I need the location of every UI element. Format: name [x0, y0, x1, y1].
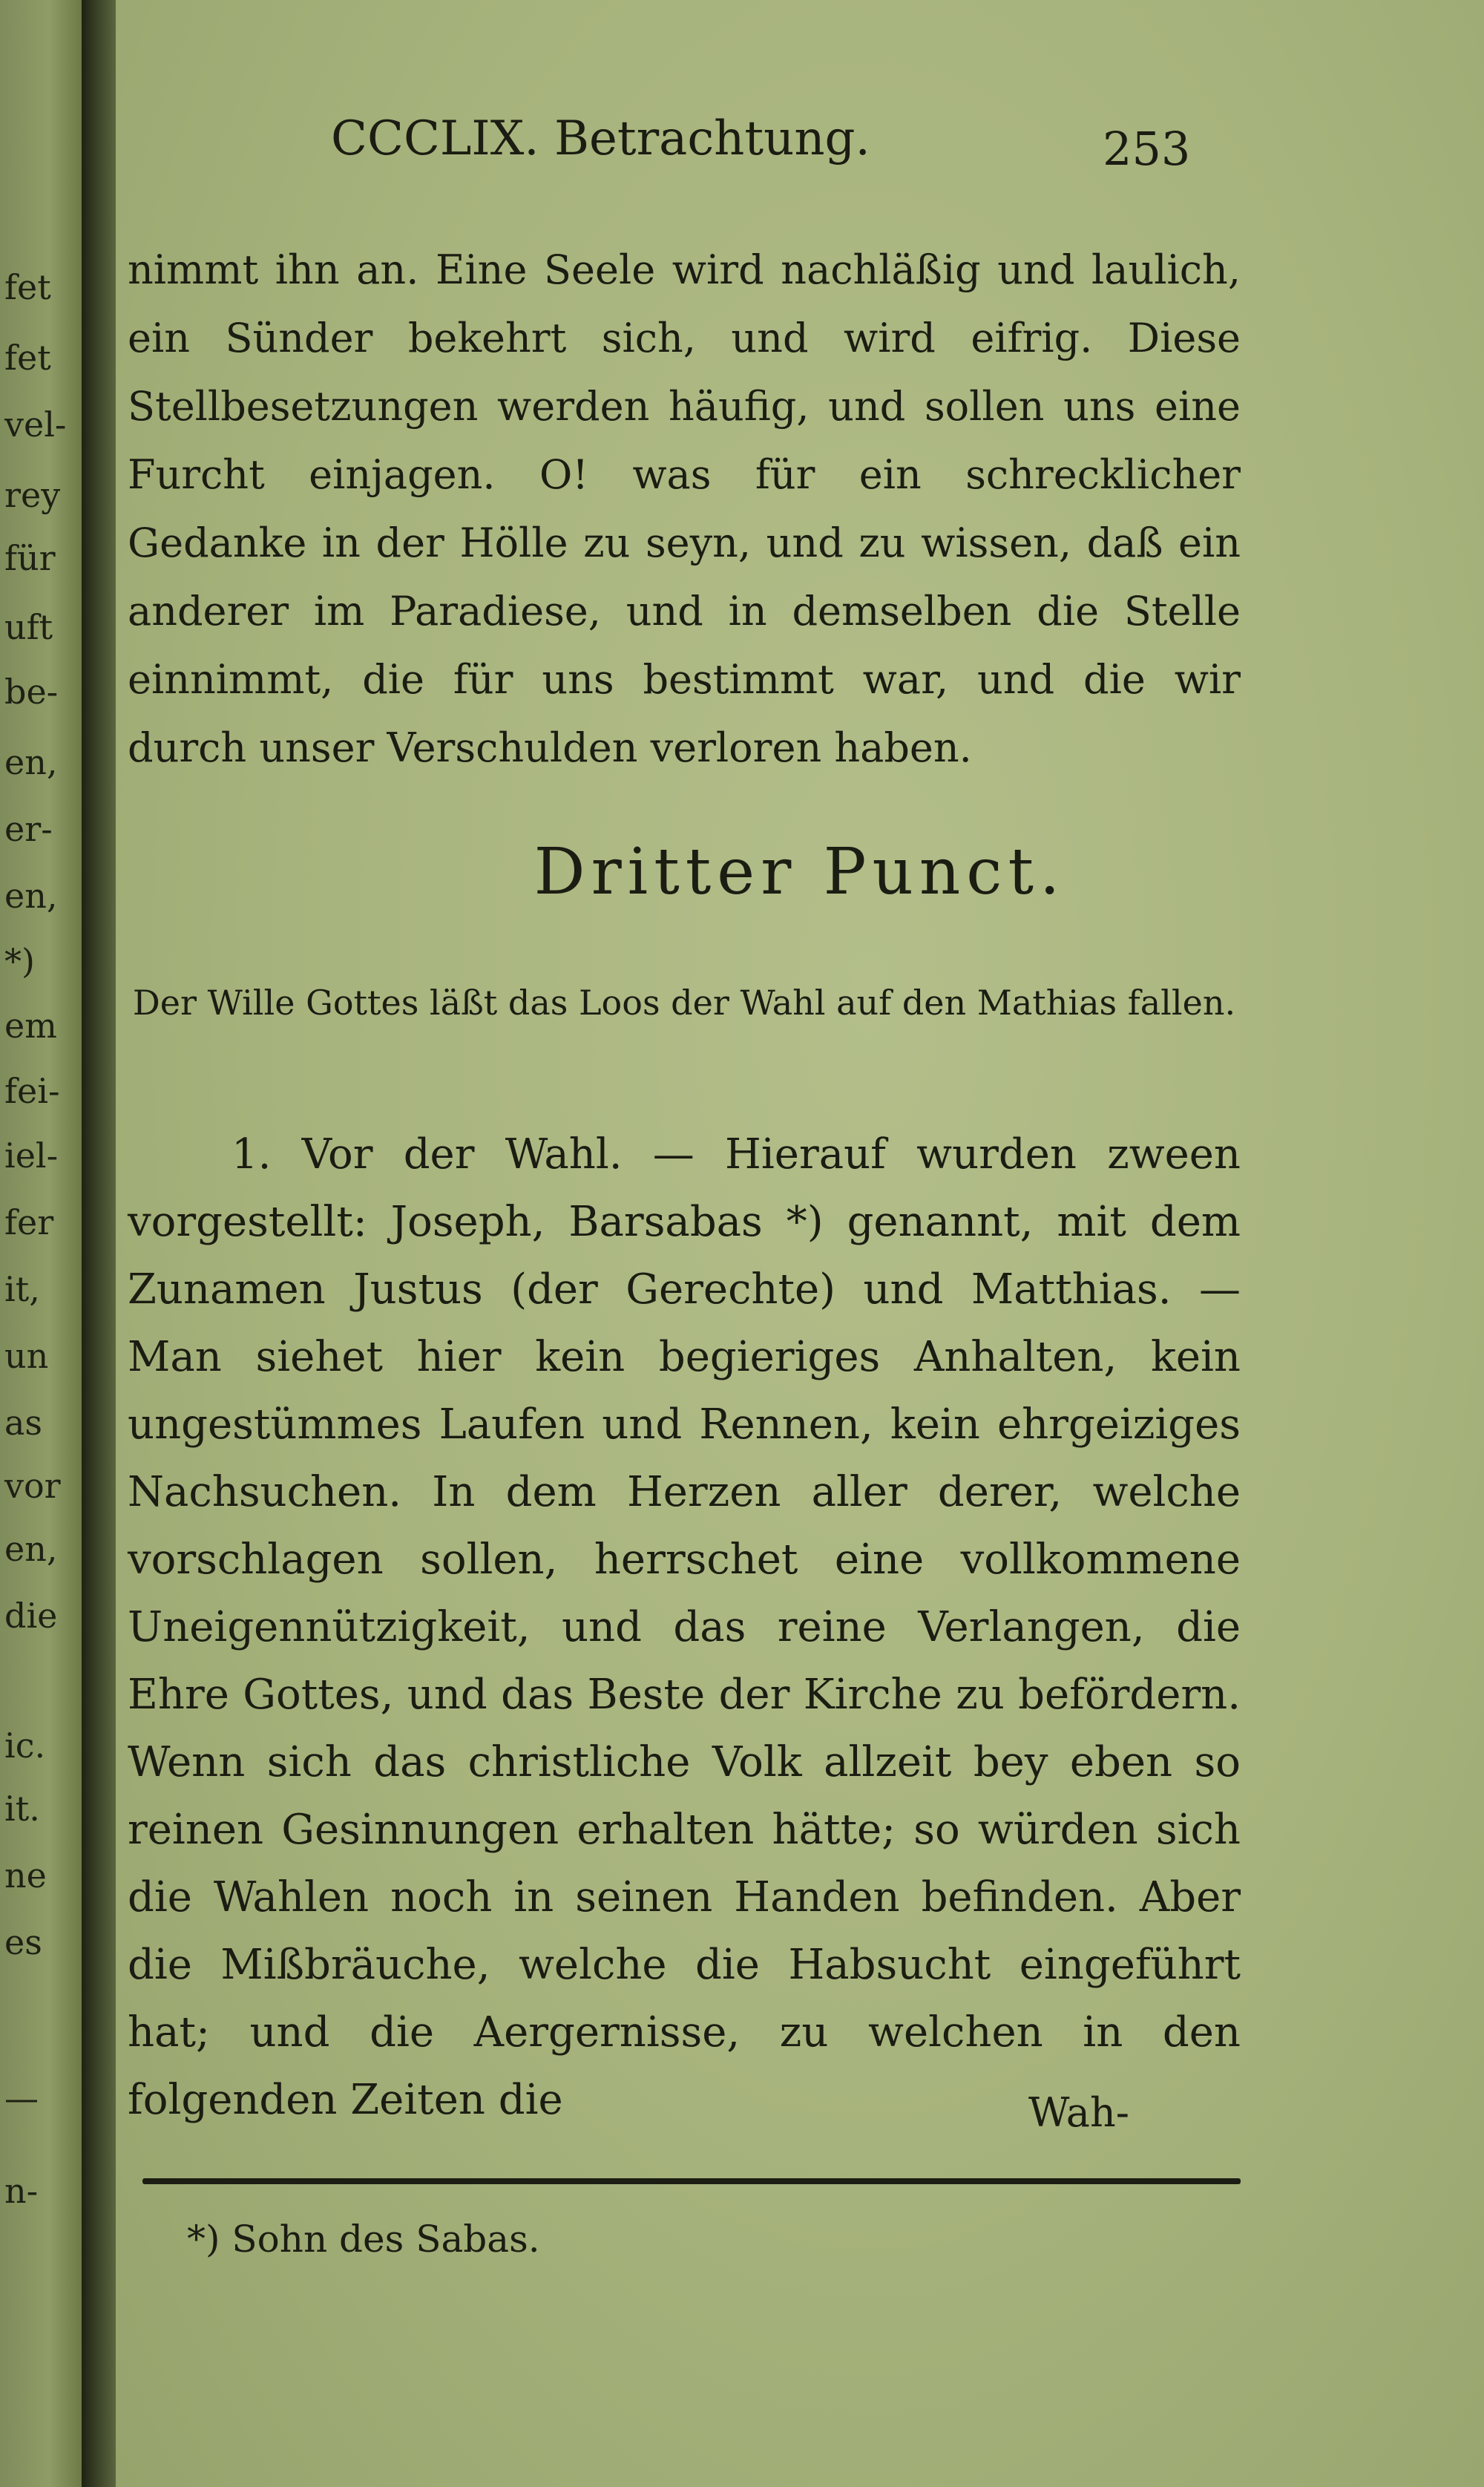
- margin-fragment: vel-: [4, 404, 67, 445]
- footnote-rule: [142, 2178, 1241, 2184]
- margin-fragment: uft: [4, 607, 53, 647]
- margin-fragment: en,: [4, 742, 58, 782]
- margin-fragment: es: [4, 1922, 42, 1962]
- page-number: 253: [1103, 122, 1191, 176]
- margin-fragment: vor: [4, 1466, 61, 1506]
- margin-fragment: rey: [4, 475, 61, 515]
- paragraph-text: nimmt ihn an. Eine Seele wird nachläßig und laulich, ein Sünder bekehrt sich, und wird eifrig. Diese Stellbesetzungen werden häufig, und sollen uns eine Furcht einjagen. O! was für ein schrecklicher Gedanke in der Hölle zu seyn, und zu wissen, daß ein anderer im Paradiese, und in demselben die Stelle einnimmt, die für uns bestimmt war, und die wir durch unser Verschulden verloren haben.: [128, 246, 1241, 771]
- section-summary: Der Wille Gottes läßt das Loos der Wahl auf den Mathias fallen.: [132, 983, 1236, 1023]
- margin-fragment: die: [4, 1596, 58, 1636]
- catchword: Wah-: [1028, 2089, 1130, 2136]
- margin-fragment: be-: [4, 672, 59, 712]
- margin-fragment: —: [4, 2078, 39, 2118]
- margin-fragment: it,: [4, 1269, 40, 1309]
- margin-fragment: un: [4, 1336, 49, 1376]
- footnote: *) Sohn des Sabas.: [187, 2218, 540, 2261]
- margin-fragment: en,: [4, 1529, 58, 1569]
- margin-fragment: *): [4, 941, 35, 981]
- book-gutter: [82, 0, 116, 2487]
- margin-fragment: fet: [4, 267, 51, 307]
- running-head-title: CCCLIX. Betrachtung.: [331, 111, 870, 166]
- margin-fragment: fei-: [4, 1071, 60, 1111]
- margin-fragment: für: [4, 538, 56, 578]
- margin-fragment: fer: [4, 1202, 54, 1242]
- margin-fragment: ic.: [4, 1726, 46, 1766]
- margin-fragment: iel-: [4, 1136, 59, 1176]
- running-head: [116, 111, 1484, 178]
- margin-fragment: em: [4, 1006, 57, 1046]
- paragraph-numbered: 1. Vor der Wahl. — Hierauf wurden zween vorgestellt: Joseph, Barsabas *) genannt, mit dem Zunamen Justus (der Gerechte) und Matthias. — Man siehet hier kein begieriges Anhalten, kein ungestümmes Laufen und Rennen, kein ehrgeiziges Nachsuchen. In dem Herzen aller derer, welche vorschlagen sollen, herrschet eine vollkommene Uneigennützigkeit, und das reine Verlangen, die Ehre Gottes, und das Beste der Kirche zu befördern. Wenn sich das christliche Volk allzeit bey eben so reinen Gesinnungen erhalten hätte; so würden sich die Wahlen noch in seinen Handen befinden. Aber die Mißbräuche, welche die Habsucht eingeführt hat; und die Aergernisse, zu welchen in den folgenden Zeiten die: [128, 1130, 1241, 2124]
- margin-fragment: it.: [4, 1789, 40, 1829]
- previous-page-edge: [0, 0, 82, 2487]
- margin-fragment: fet: [4, 338, 51, 378]
- margin-fragment: en,: [4, 876, 58, 916]
- book-page: [116, 0, 1484, 2487]
- section-heading: Dritter Punct.: [533, 835, 1066, 909]
- margin-fragment: as: [4, 1403, 43, 1443]
- margin-fragment: n-: [4, 2171, 39, 2211]
- paragraph-continued: [128, 236, 1241, 782]
- margin-fragment: er-: [4, 809, 53, 849]
- margin-fragment: ne: [4, 1855, 47, 1895]
